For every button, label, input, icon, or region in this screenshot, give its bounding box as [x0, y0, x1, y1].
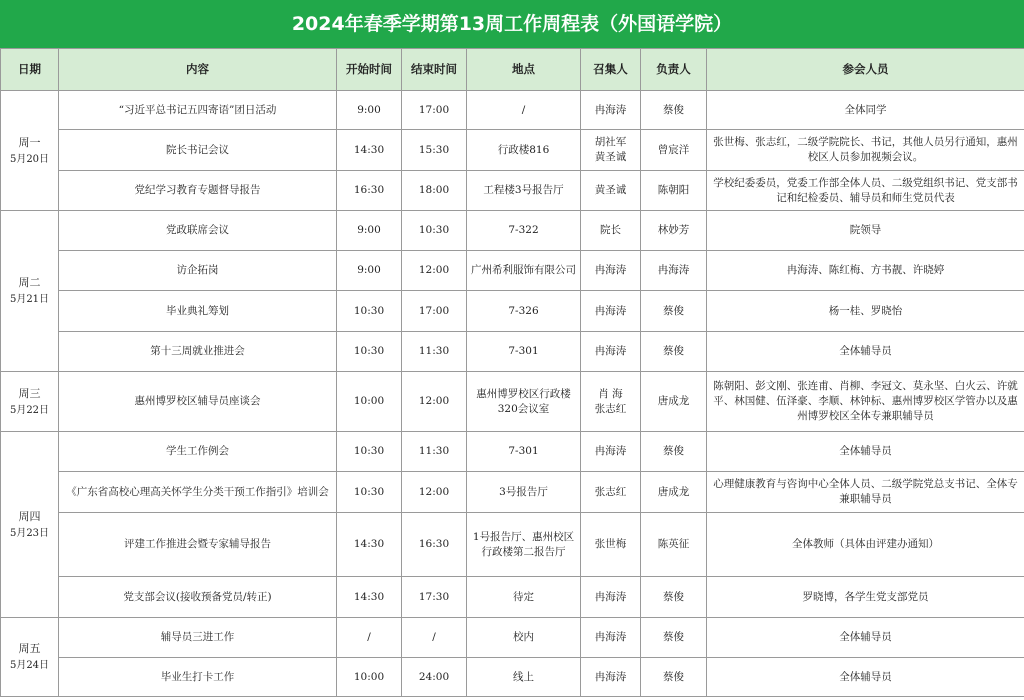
day-cell: [1, 372, 59, 432]
end-time-cell: 12:00: [402, 251, 467, 291]
end-time-cell: 12:00: [402, 472, 467, 513]
end-time-cell: 17:00: [402, 291, 467, 332]
convener-cell: 冉海涛: [581, 251, 641, 291]
content-cell: 第十三周就业推进会: [59, 332, 337, 372]
end-time-cell: 11:30: [402, 332, 467, 372]
column-header: 日期: [1, 49, 59, 91]
location-cell: 7-326: [467, 291, 581, 332]
table-row: [1, 171, 1024, 211]
attendees-cell: 陈朝阳、彭文刚、张连甫、肖柳、李冠文、莫永坚、白火云、许就平、林国健、伍泽豪、李顺、林钟标、惠州博罗校区学管办以及惠州博罗校区全体专兼职辅导员: [707, 372, 1024, 432]
content-cell: 党纪学习教育专题督导报告: [59, 171, 337, 211]
attendees-cell: 冉海涛、陈红梅、方书靓、许晓婷: [707, 251, 1024, 291]
attendees-cell: 全体辅导员: [707, 332, 1024, 372]
location-cell: 1号报告厅、惠州校区行政楼第二报告厅: [467, 513, 581, 577]
convener-cell: 冉海涛: [581, 658, 641, 697]
content-cell: 辅导员三进工作: [59, 618, 337, 658]
day-cell: [1, 91, 59, 211]
responsible-cell: 陈英征: [641, 513, 707, 577]
content-cell: 院长书记会议: [59, 130, 337, 171]
location-cell: 待定: [467, 577, 581, 618]
location-cell: 7-301: [467, 332, 581, 372]
weekday-label: 周一: [18, 135, 41, 149]
header-row: [1, 49, 1024, 91]
responsible-cell: 唐成龙: [641, 472, 707, 513]
responsible-cell: 蔡俊: [641, 332, 707, 372]
location-cell: 行政楼816: [467, 130, 581, 171]
start-time-cell: 10:00: [337, 658, 402, 697]
column-header: 参会人员: [707, 49, 1024, 91]
day-cell: [1, 211, 59, 372]
location-cell: 惠州博罗校区行政楼320会议室: [467, 372, 581, 432]
convener-cell: 张世梅: [581, 513, 641, 577]
day-cell: [1, 618, 59, 697]
table-row: [1, 513, 1024, 577]
responsible-cell: 蔡俊: [641, 577, 707, 618]
attendees-cell: 院领导: [707, 211, 1024, 251]
end-time-cell: /: [402, 618, 467, 658]
end-time-cell: 15:30: [402, 130, 467, 171]
location-cell: 工程楼3号报告厅: [467, 171, 581, 211]
attendees-cell: 杨一桂、罗晓怡: [707, 291, 1024, 332]
end-time-cell: 17:30: [402, 577, 467, 618]
end-time-cell: 12:00: [402, 372, 467, 432]
attendees-cell: 全体辅导员: [707, 432, 1024, 472]
column-header: 内容: [59, 49, 337, 91]
end-time-cell: 16:30: [402, 513, 467, 577]
responsible-cell: 蔡俊: [641, 618, 707, 658]
attendees-cell: 学校纪委委员，党委工作部全体人员、二级党组织书记、党支部书记和纪检委员、辅导员和师生党员代表: [707, 171, 1024, 211]
location-cell: 线上: [467, 658, 581, 697]
convener-cell: 黄圣诚: [581, 171, 641, 211]
responsible-cell: 蔡俊: [641, 658, 707, 697]
start-time-cell: 9:00: [337, 211, 402, 251]
responsible-cell: 蔡俊: [641, 432, 707, 472]
content-cell: 访企拓岗: [59, 251, 337, 291]
table-header: [1, 49, 1024, 91]
table-row: [1, 618, 1024, 658]
responsible-cell: 林妙芳: [641, 211, 707, 251]
start-time-cell: 10:30: [337, 472, 402, 513]
attendees-cell: 全体辅导员: [707, 618, 1024, 658]
table-row: [1, 372, 1024, 432]
schedule-table: [0, 48, 1024, 697]
table-row: [1, 432, 1024, 472]
column-header: 开始时间: [337, 49, 402, 91]
table-row: [1, 658, 1024, 697]
convener-cell: 胡社军 黄圣诚: [581, 130, 641, 171]
column-header: 负责人: [641, 49, 707, 91]
end-time-cell: 10:30: [402, 211, 467, 251]
responsible-cell: 蔡俊: [641, 291, 707, 332]
column-header: 地点: [467, 49, 581, 91]
start-time-cell: 14:30: [337, 130, 402, 171]
table-body: [1, 91, 1024, 697]
table-row: [1, 472, 1024, 513]
start-time-cell: 9:00: [337, 251, 402, 291]
responsible-cell: 蔡俊: [641, 91, 707, 130]
end-time-cell: 24:00: [402, 658, 467, 697]
responsible-cell: 曾宸洋: [641, 130, 707, 171]
start-time-cell: 16:30: [337, 171, 402, 211]
convener-cell: 冉海涛: [581, 291, 641, 332]
table-row: [1, 251, 1024, 291]
column-header: 召集人: [581, 49, 641, 91]
weekday-label: 周五: [18, 642, 41, 655]
start-time-cell: 10:30: [337, 291, 402, 332]
column-header: 结束时间: [402, 49, 467, 91]
table-row: [1, 130, 1024, 171]
weekday-label: 周四: [18, 509, 41, 523]
attendees-cell: 张世梅、张志红，二级学院院长、书记，其他人员另行通知，惠州校区人员参加视频会议。: [707, 130, 1024, 171]
location-cell: /: [467, 91, 581, 130]
content-cell: 惠州博罗校区辅导员座谈会: [59, 372, 337, 432]
convener-cell: 冉海涛: [581, 577, 641, 618]
convener-cell: 冉海涛: [581, 91, 641, 130]
date-label: 5月23日: [9, 527, 50, 539]
content-cell: 毕业生打卡工作: [59, 658, 337, 697]
date-label: 5月24日: [9, 660, 50, 671]
convener-cell: 冉海涛: [581, 432, 641, 472]
location-cell: 7-301: [467, 432, 581, 472]
content-cell: 学生工作例会: [59, 432, 337, 472]
start-time-cell: 9:00: [337, 91, 402, 130]
day-cell: [1, 432, 59, 618]
date-label: 5月22日: [9, 404, 50, 416]
table-row: [1, 91, 1024, 130]
content-cell: 《广东省高校心理高关怀学生分类干预工作指引》培训会: [59, 472, 337, 513]
location-cell: 3号报告厅: [467, 472, 581, 513]
start-time-cell: 14:30: [337, 513, 402, 577]
weekday-label: 周三: [18, 386, 41, 400]
start-time-cell: 10:30: [337, 332, 402, 372]
table-row: [1, 291, 1024, 332]
start-time-cell: 14:30: [337, 577, 402, 618]
responsible-cell: 唐成龙: [641, 372, 707, 432]
content-cell: 评建工作推进会暨专家辅导报告: [59, 513, 337, 577]
location-cell: 校内: [467, 618, 581, 658]
convener-cell: 张志红: [581, 472, 641, 513]
attendees-cell: 全体同学: [707, 91, 1024, 130]
date-label: 5月21日: [9, 294, 50, 305]
end-time-cell: 18:00: [402, 171, 467, 211]
date-label: 5月20日: [9, 153, 50, 165]
table-row: [1, 577, 1024, 618]
attendees-cell: 全体教师（具体由评建办通知）: [707, 513, 1024, 577]
start-time-cell: 10:00: [337, 372, 402, 432]
content-cell: 党政联席会议: [59, 211, 337, 251]
convener-cell: 肖 海 张志红: [581, 372, 641, 432]
attendees-cell: 心理健康教育与咨询中心全体人员、二级学院党总支书记、全体专兼职辅导员: [707, 472, 1024, 513]
content-cell: 党支部会议(接收预备党员/转正): [59, 577, 337, 618]
convener-cell: 冉海涛: [581, 332, 641, 372]
convener-cell: 院长: [581, 211, 641, 251]
convener-cell: 冉海涛: [581, 618, 641, 658]
location-cell: 广州希利服饰有限公司: [467, 251, 581, 291]
attendees-cell: 罗晓博，各学生党支部党员: [707, 577, 1024, 618]
weekday-label: 周二: [18, 276, 41, 289]
end-time-cell: 17:00: [402, 91, 467, 130]
start-time-cell: 10:30: [337, 432, 402, 472]
end-time-cell: 11:30: [402, 432, 467, 472]
responsible-cell: 陈朝阳: [641, 171, 707, 211]
content-cell: 毕业典礼筹划: [59, 291, 337, 332]
responsible-cell: 冉海涛: [641, 251, 707, 291]
attendees-cell: 全体辅导员: [707, 658, 1024, 697]
table-row: [1, 211, 1024, 251]
location-cell: 7-322: [467, 211, 581, 251]
start-time-cell: /: [337, 618, 402, 658]
page-title: 2024年春季学期第13周工作周程表（外国语学院）: [0, 0, 1024, 48]
content-cell: “习近平总书记五四寄语”团日活动: [59, 91, 337, 130]
table-row: [1, 332, 1024, 372]
